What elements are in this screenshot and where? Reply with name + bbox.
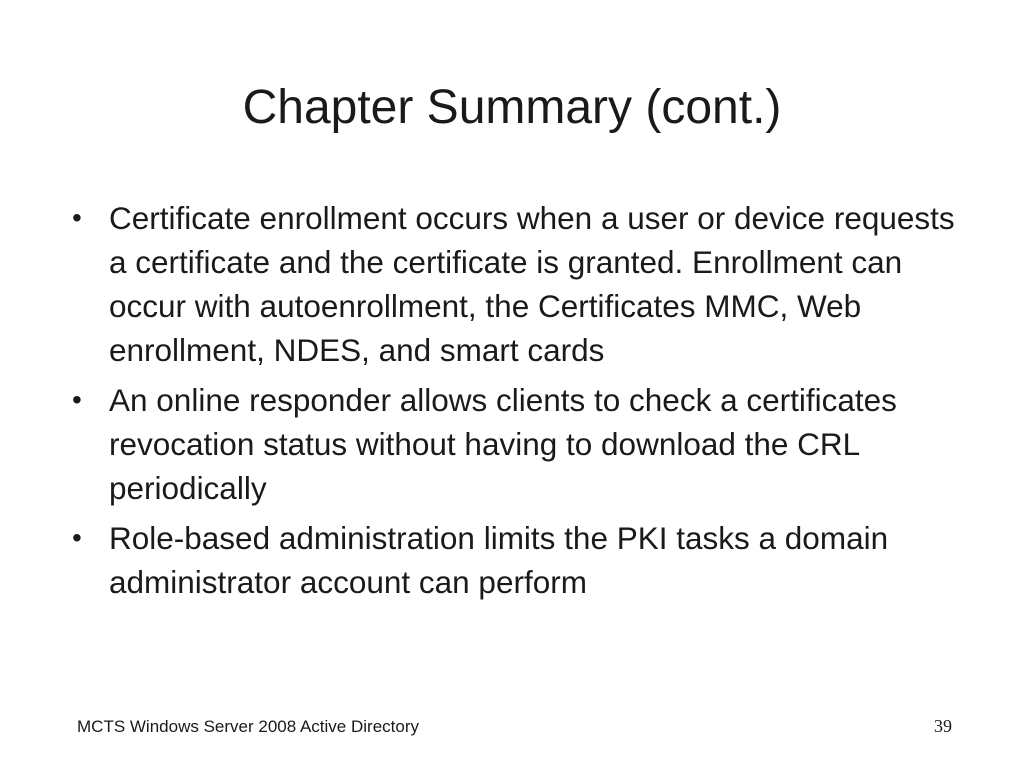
bullet-icon: • (72, 202, 82, 233)
bullet-text: Role-based administration limits the PKI tasks a domain administrator account can perform (109, 520, 889, 600)
page-number: 39 (934, 716, 952, 736)
bullet-icon: • (72, 522, 82, 553)
bullet-item (72, 378, 972, 510)
bullet-list (72, 196, 972, 610)
bullet-item (72, 516, 972, 604)
bullet-item (72, 196, 972, 372)
bullet-text: Certificate enrollment occurs when a user or device requests a certificate and the certificate is granted. Enrollment can occur with autoenrollment, the Certificates MMC, Web enrollment, NDES, and smart cards (109, 200, 955, 368)
bullet-icon: • (72, 384, 82, 415)
footer-course-title: MCTS Windows Server 2008 Active Directory (77, 717, 419, 736)
slide-title: Chapter Summary (cont.) (242, 81, 782, 134)
bullet-text: An online responder allows clients to check a certificates revocation status without having to download the CRL periodically (109, 382, 897, 506)
